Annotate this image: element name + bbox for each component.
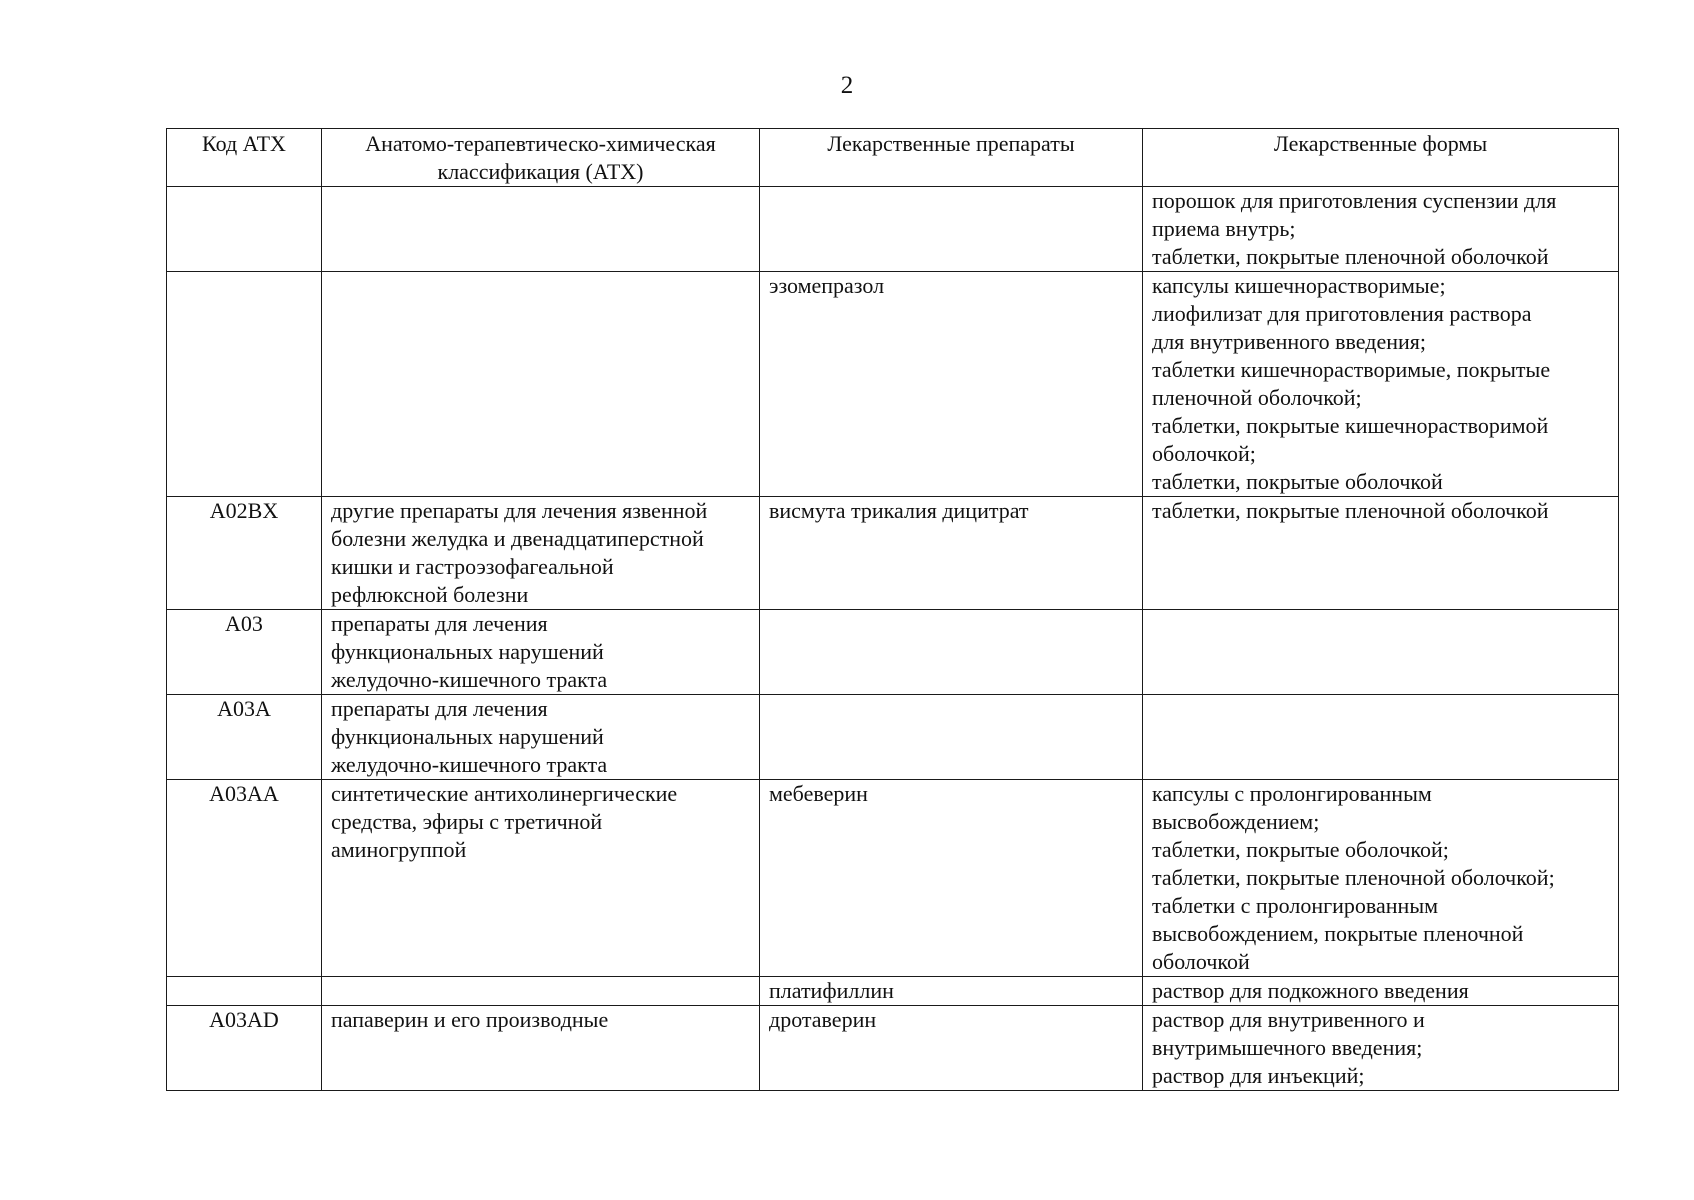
cell-forms-line: для внутривенного введения; [1152,329,1427,354]
cell-classification-line: препараты для лечения [331,611,548,636]
cell-forms-line: раствор для инъекций; [1152,1063,1365,1088]
cell-forms-line: высвобождением; [1152,809,1320,834]
cell-classification-line: папаверин и его производные [331,1007,609,1032]
cell-code: A02BX [167,497,322,610]
cell-forms [1143,272,1619,497]
cell-forms-line: раствор для внутривенного и [1152,1007,1425,1032]
cell-code [167,187,322,272]
cell-code [167,977,322,1006]
table-row [167,497,1619,610]
cell-classification [322,780,760,977]
cell-classification-line: болезни желудка и двенадцатиперстной [331,526,704,551]
cell-forms-line: таблетки, покрытые оболочкой; [1152,837,1449,862]
cell-code: A03A [167,695,322,780]
cell-forms [1143,187,1619,272]
cell-drug: дротаверин [760,1006,1143,1091]
cell-forms-line: порошок для приготовления суспензии для [1152,188,1557,213]
cell-forms-line: внутримышечного введения; [1152,1035,1423,1060]
cell-classification-line: средства, эфиры с третичной [331,809,603,834]
cell-forms-line: таблетки, покрытые пленочной оболочкой [1152,498,1549,523]
cell-classification [322,187,760,272]
cell-forms-line: раствор для подкожного введения [1152,978,1469,1003]
table-row [167,610,1619,695]
cell-classification-line: рефлюксной болезни [331,582,529,607]
cell-forms-line: капсулы кишечнорастворимые; [1152,273,1446,298]
table-row [167,977,1619,1006]
atx-table [166,128,1619,1091]
table-header-row [167,129,1619,187]
cell-classification [322,695,760,780]
header-classification-line: классификация (АТХ) [437,159,644,184]
cell-classification-line: препараты для лечения [331,696,548,721]
table-row [167,272,1619,497]
table-row [167,780,1619,977]
cell-forms-line: таблетки кишечнорастворимые, покрытые [1152,357,1551,382]
table-row [167,1006,1619,1091]
cell-forms-line: пленочной оболочкой; [1152,385,1362,410]
cell-drug: эзомепразол [760,272,1143,497]
cell-forms-line: оболочкой [1152,949,1250,974]
cell-classification-line: желудочно-кишечного тракта [331,752,608,777]
cell-drug [760,610,1143,695]
header-classification [322,129,760,187]
cell-classification-line: другие препараты для лечения язвенной [331,498,708,523]
header-code: Код АТХ [167,129,322,187]
cell-forms-line: приема внутрь; [1152,216,1296,241]
cell-code: A03AD [167,1006,322,1091]
cell-forms-line: таблетки, покрытые кишечнорастворимой [1152,413,1549,438]
cell-classification-line: аминогруппой [331,837,467,862]
cell-forms [1143,610,1619,695]
cell-forms-line: таблетки, покрытые оболочкой [1152,469,1443,494]
cell-drug [760,187,1143,272]
cell-classification [322,1006,760,1091]
page-number: 2 [840,72,854,99]
cell-forms-line: таблетки с пролонгированным [1152,893,1439,918]
cell-classification [322,610,760,695]
cell-forms-line: таблетки, покрытые пленочной оболочкой [1152,244,1549,269]
cell-forms [1143,977,1619,1006]
cell-drug: мебеверин [760,780,1143,977]
cell-classification-line: функциональных нарушений [331,639,604,664]
cell-code: A03AA [167,780,322,977]
cell-classification-line: синтетические антихолинергические [331,781,678,806]
table-body [167,187,1619,1091]
cell-classification-line: кишки и гастроэзофагеальной [331,554,614,579]
cell-forms-line: оболочкой; [1152,441,1256,466]
cell-forms-line: таблетки, покрытые пленочной оболочкой; [1152,865,1555,890]
cell-classification [322,497,760,610]
header-forms: Лекарственные формы [1143,129,1619,187]
table-row [167,695,1619,780]
cell-drug: платифиллин [760,977,1143,1006]
cell-forms [1143,695,1619,780]
cell-classification-line: функциональных нарушений [331,724,604,749]
cell-forms [1143,497,1619,610]
cell-forms [1143,780,1619,977]
cell-classification [322,272,760,497]
header-classification-line: Анатомо-терапевтическо-химическая [365,131,716,156]
cell-drug: висмута трикалия дицитрат [760,497,1143,610]
cell-drug [760,695,1143,780]
cell-forms [1143,1006,1619,1091]
header-drugs: Лекарственные препараты [760,129,1143,187]
cell-code: A03 [167,610,322,695]
table-row [167,187,1619,272]
cell-forms-line: высвобождением, покрытые пленочной [1152,921,1524,946]
cell-classification [322,977,760,1006]
cell-code [167,272,322,497]
cell-classification-line: желудочно-кишечного тракта [331,667,608,692]
cell-forms-line: капсулы с пролонгированным [1152,781,1432,806]
cell-forms-line: лиофилизат для приготовления раствора [1152,301,1532,326]
